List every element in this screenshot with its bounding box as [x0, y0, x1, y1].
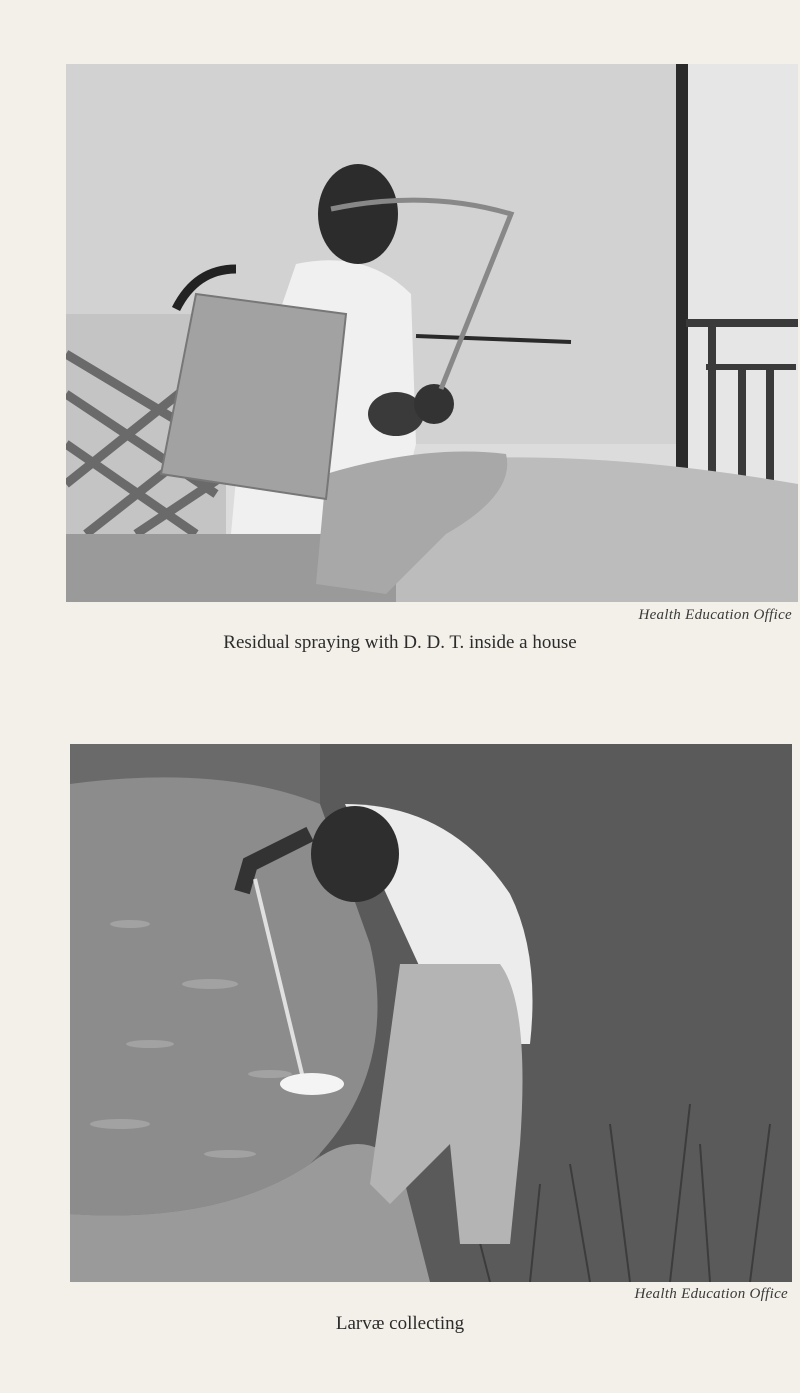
photo-credit: Health Education Office [634, 1286, 788, 1302]
photo-credit: Health Education Office [638, 607, 792, 623]
figure-caption: Residual spraying with D. D. T. inside a house [223, 632, 577, 653]
larvae-collecting-photo [70, 744, 792, 1282]
spraying-photo [66, 64, 798, 602]
figure-caption: Larvæ collecting [335, 1313, 465, 1334]
